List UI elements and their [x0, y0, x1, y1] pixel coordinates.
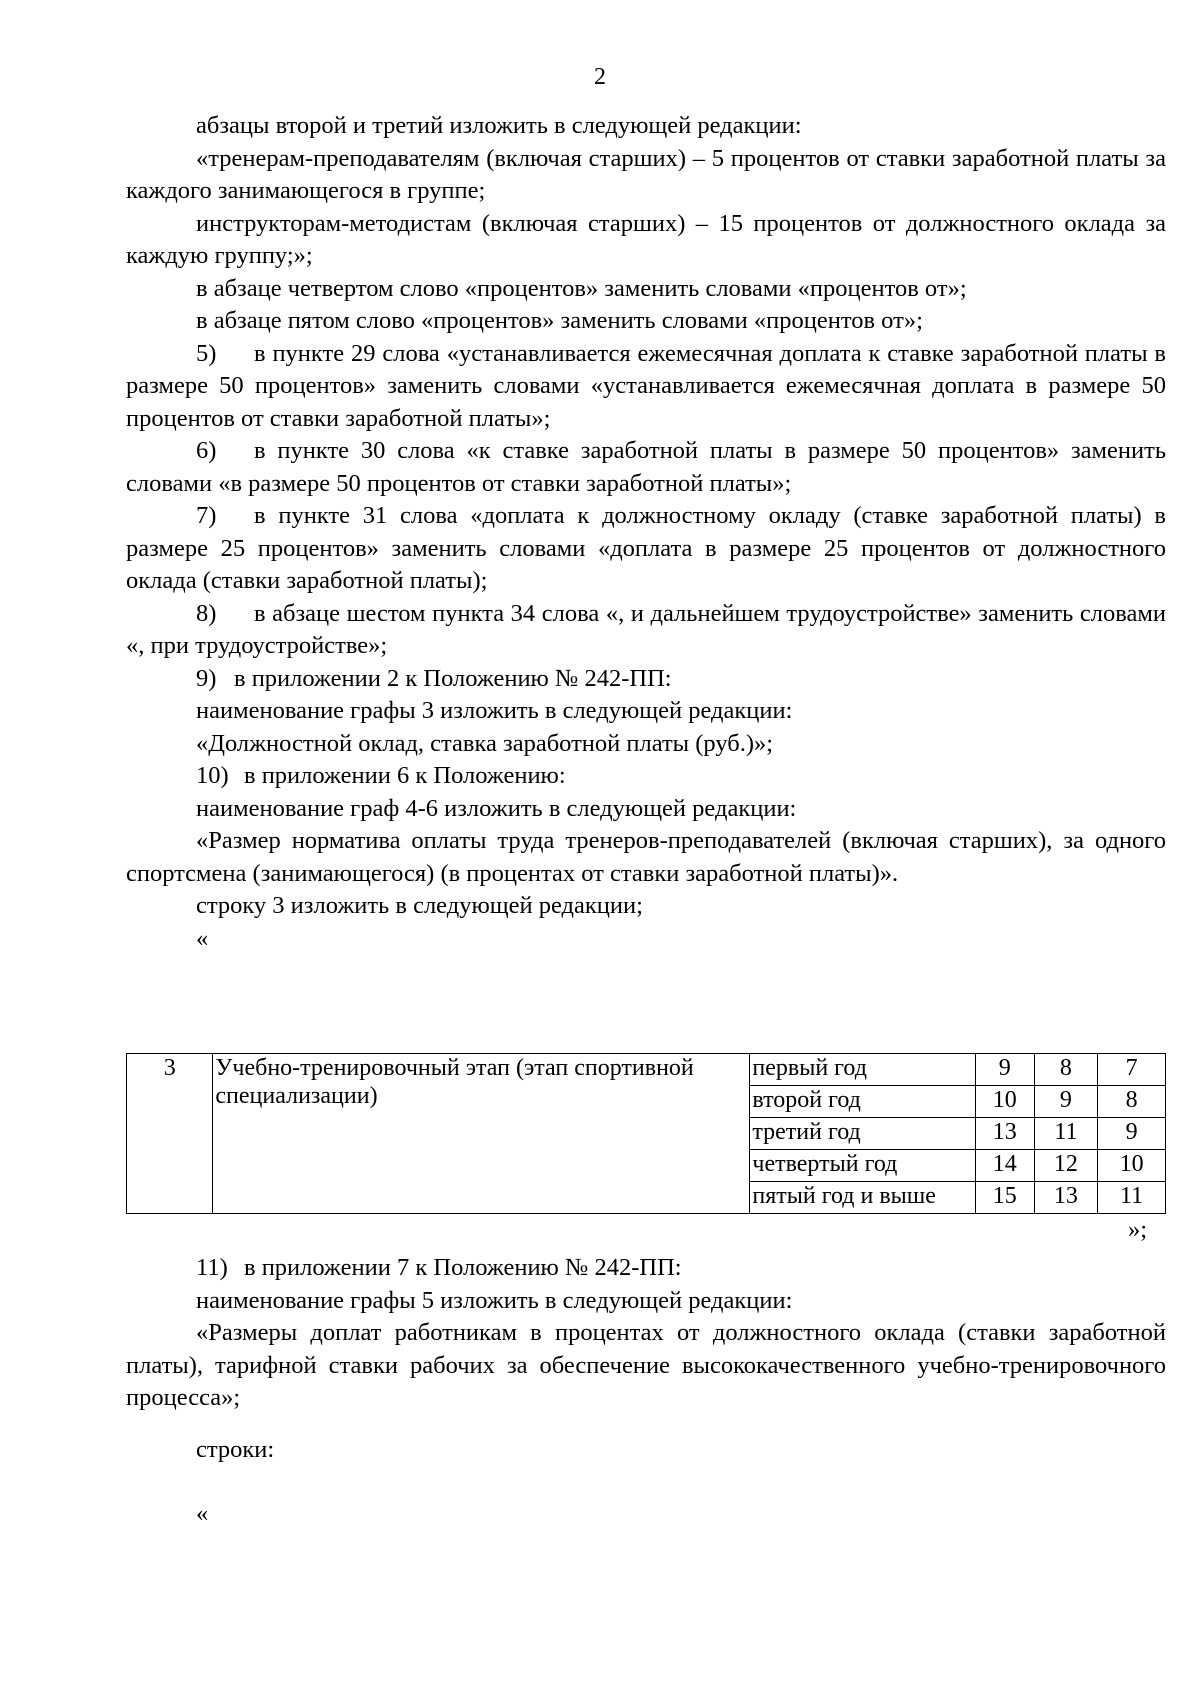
paragraph: абзацы второй и третий изложить в следующей редакции:: [196, 112, 802, 139]
document-body: [126, 110, 1166, 955]
paragraph: «Размеры доплат работникам в процентах от должностного оклада (ставки заработной платы), тарифной ставки рабочих за обеспечение высококачественного учебно-тренировочного процесса»;: [126, 1319, 1166, 1411]
paragraph: наименование графы 5 изложить в следующей редакции:: [196, 1286, 793, 1314]
numbered-paragraph: [126, 760, 1166, 793]
value-cell: 8: [1098, 1086, 1166, 1118]
value-cell: 10: [1098, 1150, 1166, 1182]
value-cell: 9: [1034, 1086, 1097, 1118]
item-number: 10): [196, 762, 229, 789]
open-quote: «: [196, 1500, 209, 1527]
paragraph: наименование графы 3 изложить в следующей редакции:: [196, 697, 793, 724]
item-number: 6): [196, 437, 217, 464]
paragraph: «Размер норматива оплаты труда тренеров-преподавателей (включая старших), за одного спортсмена (занимающегося) (в процентах от ставки заработной платы)».: [126, 827, 1166, 887]
numbered-paragraph: [126, 435, 1166, 500]
paragraph: в абзаце четвертом слово «процентов» заменить словами «процентов от»;: [196, 274, 967, 302]
page-number: 2: [594, 64, 606, 90]
paragraph-text: в пункте 30 слова «к ставке заработной платы в размере 50 процентов» заменить словами «в размере 50 процентов от ставки заработной платы»;: [126, 437, 1166, 497]
paragraph: «Должностной оклад, ставка заработной платы (руб.)»;: [196, 729, 774, 757]
year-cell: пятый год и выше: [750, 1182, 975, 1214]
paragraph: строки:: [196, 1436, 275, 1463]
value-cell: 13: [975, 1118, 1034, 1150]
document-body-continued: [126, 1252, 1166, 1415]
value-cell: 10: [975, 1086, 1034, 1118]
paragraph: строку 3 изложить в следующей редакции;: [196, 892, 643, 919]
numbered-paragraph: [126, 338, 1166, 436]
item-number: 5): [196, 339, 217, 367]
value-cell: 9: [1098, 1118, 1166, 1150]
year-cell: первый год: [750, 1054, 975, 1086]
paragraph-text: в приложении 6 к Положению:: [244, 762, 566, 789]
row-number-cell: 3: [127, 1054, 213, 1214]
value-cell: 14: [975, 1150, 1034, 1182]
paragraph: «тренерам-преподавателям (включая старших) – 5 процентов от ставки заработной платы за каждого занимающегося в группе;: [126, 144, 1166, 204]
year-cell: четвертый год: [750, 1150, 975, 1182]
paragraph-text: в пункте 31 слова «доплата к должностному окладу (ставке заработной платы) в размере 25 процентов» заменить словами «доплата в размере 25 процентов от должностного оклада (ставки заработной платы);: [126, 502, 1166, 594]
value-cell: 11: [1034, 1118, 1097, 1150]
table-row: [127, 1054, 1166, 1086]
value-cell: 8: [1034, 1054, 1097, 1086]
paragraph-text: в пункте 29 слова «устанавливается ежемесячная доплата к ставке заработной платы в размере 50 процентов» заменить словами «устанавливается ежемесячная доплата в размере 50 процентов от ставки заработной платы»;: [126, 339, 1166, 432]
item-number: 9): [196, 664, 217, 692]
paragraph: наименование граф 4-6 изложить в следующей редакции:: [196, 794, 797, 822]
value-cell: 12: [1034, 1150, 1097, 1182]
item-number: 7): [196, 502, 217, 529]
numbered-paragraph: [126, 1252, 1166, 1285]
paragraph-text: в приложении 2 к Положению № 242-ПП:: [234, 664, 672, 692]
value-cell: 9: [975, 1054, 1034, 1086]
numbered-paragraph: [126, 500, 1166, 598]
numbered-paragraph: [126, 598, 1166, 663]
paragraph: в абзаце пятом слово «процентов» заменить словами «процентов от»;: [196, 307, 923, 334]
value-cell: 7: [1098, 1054, 1166, 1086]
paragraph-text: в приложении 7 к Положению № 242-ПП:: [244, 1254, 682, 1281]
paragraph: инструкторам-методистам (включая старших) – 15 процентов от должностного оклада за каждую группу;»;: [126, 209, 1166, 269]
item-number: 8): [196, 599, 217, 627]
value-cell: 13: [1034, 1182, 1097, 1214]
stage-cell: Учебно-тренировочный этап (этап спортивной специализации): [213, 1054, 750, 1214]
close-quote: »;: [1128, 1216, 1148, 1243]
value-cell: 15: [975, 1182, 1034, 1214]
paragraph-text: в абзаце шестом пункта 34 слова «, и дальнейшем трудоустройстве» заменить словами «, при трудоустройстве»;: [126, 599, 1166, 659]
year-cell: второй год: [750, 1086, 975, 1118]
year-cell: третий год: [750, 1118, 975, 1150]
value-cell: 11: [1098, 1182, 1166, 1214]
rates-table: [126, 1053, 1166, 1214]
numbered-paragraph: [126, 663, 1166, 696]
item-number: 11): [196, 1254, 228, 1281]
open-quote: «: [196, 924, 209, 952]
